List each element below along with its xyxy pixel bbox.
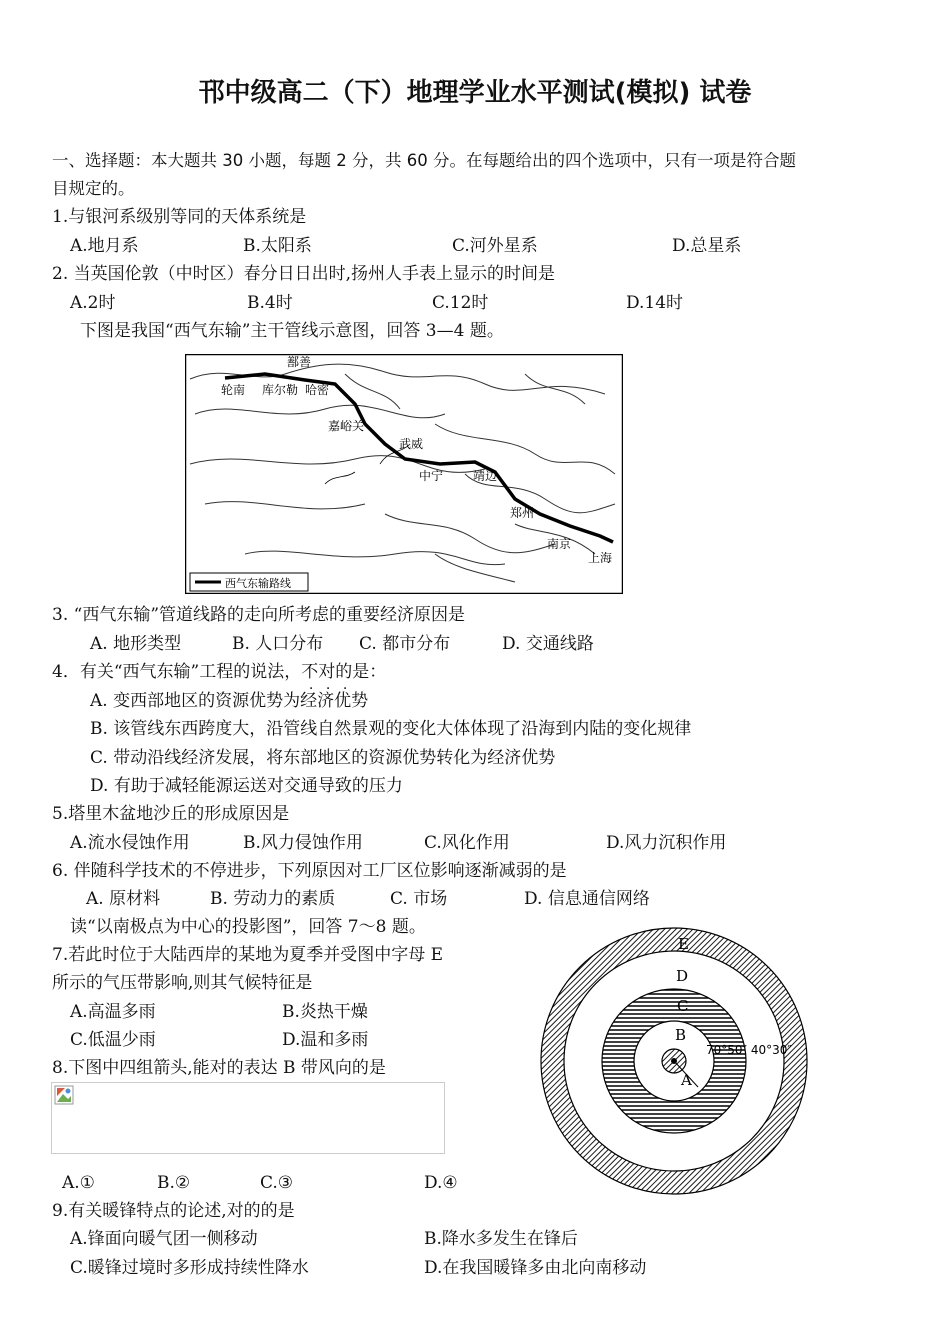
- polar-label-b: B: [675, 1026, 687, 1044]
- q6-option-a: A. 原材料: [86, 889, 161, 909]
- map-intro: 下图是我国“西气东输”主干管线示意图，回答 3—4 题。: [80, 321, 504, 341]
- q6-stem: 6. 伴随科学技术的不停进步，下列原因对工厂区位影响逐渐减弱的是: [52, 861, 567, 881]
- q6-option-c: C. 市场: [390, 889, 448, 909]
- map-label-lunnan: 轮南: [221, 383, 246, 397]
- map-label-zhengzhou: 郑州: [510, 506, 535, 520]
- q5-stem: 5.塔里木盆地沙丘的形成原因是: [52, 804, 290, 824]
- q8-option-c: C.③: [260, 1173, 294, 1193]
- q6-option-d: D. 信息通信网络: [524, 889, 650, 909]
- q1-stem: 1.与银河系级别等同的天体系统是: [52, 207, 307, 227]
- map-label-jiayuguan: 嘉峪关: [328, 419, 365, 433]
- q7-option-d: D.温和多雨: [282, 1030, 369, 1050]
- q9-option-a: A.锋面向暖气团一侧移动: [70, 1229, 258, 1249]
- polar-intro: 读“以南极点为中心的投影图”，回答 7～8 题。: [70, 917, 426, 937]
- q1-option-b: B.太阳系: [243, 236, 312, 256]
- page-title: 邗中级高二（下）地理学业水平测试(模拟) 试卷: [198, 78, 752, 108]
- q9-option-b: B.降水多发生在锋后: [424, 1229, 578, 1249]
- south-pole-projection-diagram: [538, 925, 814, 1201]
- q7-option-a: A.高温多雨: [70, 1002, 156, 1022]
- q3-option-c: C. 都市分布: [359, 634, 451, 654]
- q8-option-a: A.①: [62, 1173, 95, 1193]
- polar-label-e: E: [678, 935, 689, 953]
- q4-option-d: D. 有助于减轻能源运送对交通导致的压力: [90, 776, 403, 796]
- q8-stem: 8.下图中四组箭头,能对的表达 B 带风向的是: [52, 1058, 386, 1078]
- q2-option-b: B.4时: [247, 293, 293, 313]
- q8-option-d: D.④: [424, 1173, 458, 1193]
- q6-option-b: B. 劳动力的素质: [210, 889, 336, 909]
- q9-stem: 9.有关暖锋特点的论述,对的的是: [52, 1201, 295, 1221]
- q7-stem-line1: 7.若此时位于大陆西岸的某地为夏季并受图中字母 E: [52, 945, 444, 965]
- map-label-kuerle: 库尔勒: [262, 383, 299, 397]
- pipeline-map: [185, 354, 623, 594]
- q4-stem-post: 是：: [352, 662, 387, 682]
- q4-option-c: C. 带动沿线经济发展，将东部地区的资源优势转化为经济优势: [90, 748, 556, 768]
- q5-option-b: B.风力侵蚀作用: [243, 833, 363, 853]
- q4-stem: [52, 661, 386, 683]
- map-label-shanghai: 上海: [588, 551, 613, 565]
- map-label-hami: 哈密: [305, 383, 330, 397]
- q4-stem-emph3: 的: [335, 662, 353, 682]
- section-instruction-line1: 一、选择题：本大题共 30 小题，每题 2 分，共 60 分。在每题给出的四个选项中，只有一项是符合题: [52, 151, 796, 170]
- polar-label-c: C: [677, 997, 689, 1015]
- q4-stem-pre: 4．有关“西气东输”工程的说法，: [52, 662, 302, 682]
- q7-stem-line2: 所示的气压带影响,则其气候特征是: [52, 973, 313, 993]
- q5-option-d: D.风力沉积作用: [606, 833, 727, 853]
- map-label-wuwei: 武威: [399, 437, 424, 451]
- polar-label-a: A: [681, 1071, 692, 1089]
- broken-image-icon: [54, 1085, 74, 1105]
- q7-option-c: C.低温少雨: [70, 1030, 156, 1050]
- q5-option-c: C.风化作用: [424, 833, 510, 853]
- q8-option-b: B.②: [157, 1173, 191, 1193]
- q1-option-c: C.河外星系: [452, 236, 538, 256]
- map-label-jingbian: 靖边: [473, 469, 498, 483]
- q4-stem-emph1: 不: [301, 662, 319, 682]
- q7-option-b: B.炎热干燥: [282, 1002, 368, 1022]
- q5-option-a: A.流水侵蚀作用: [70, 833, 190, 853]
- q8-image-placeholder: [51, 1082, 445, 1154]
- q4-stem-emph2: 对: [318, 662, 336, 682]
- section-instruction-line2: 目规定的。: [52, 179, 135, 198]
- map-label-nanjing: 南京: [547, 537, 572, 551]
- q2-option-d: D.14时: [626, 293, 684, 313]
- map-legend-label: 西气东输路线: [225, 577, 291, 590]
- q2-stem: 2. 当英国伦敦（中时区）春分日日出时,扬州人手表上显示的时间是: [52, 264, 556, 284]
- polar-label-d: D: [676, 967, 689, 985]
- map-label-zhongning: 中宁: [419, 469, 444, 483]
- q1-option-d: D.总星系: [672, 236, 742, 256]
- q9-option-d: D.在我国暖锋多由北向南移动: [424, 1258, 647, 1278]
- q4-option-b: B. 该管线东西跨度大，沿管线自然景观的变化大体体现了沿海到内陆的变化规律: [90, 719, 692, 739]
- q3-stem: 3. “西气东输”管道线路的走向所考虑的重要经济原因是: [52, 605, 466, 625]
- polar-latitude-label: 70°50″ 40°30″: [706, 1043, 792, 1057]
- q1-option-a: A.地月系: [70, 236, 139, 256]
- map-label-shanshan: 鄯善: [287, 355, 312, 369]
- q3-option-b: B. 人口分布: [232, 634, 324, 654]
- q9-option-c: C.暖锋过境时多形成持续性降水: [70, 1258, 309, 1278]
- q2-option-c: C.12时: [432, 293, 489, 313]
- q3-option-a: A. 地形类型: [90, 634, 182, 654]
- q3-option-d: D. 交通线路: [502, 634, 594, 654]
- q2-option-a: A.2时: [70, 293, 116, 313]
- q4-option-a: A. 变西部地区的资源优势为经济优势: [90, 691, 369, 711]
